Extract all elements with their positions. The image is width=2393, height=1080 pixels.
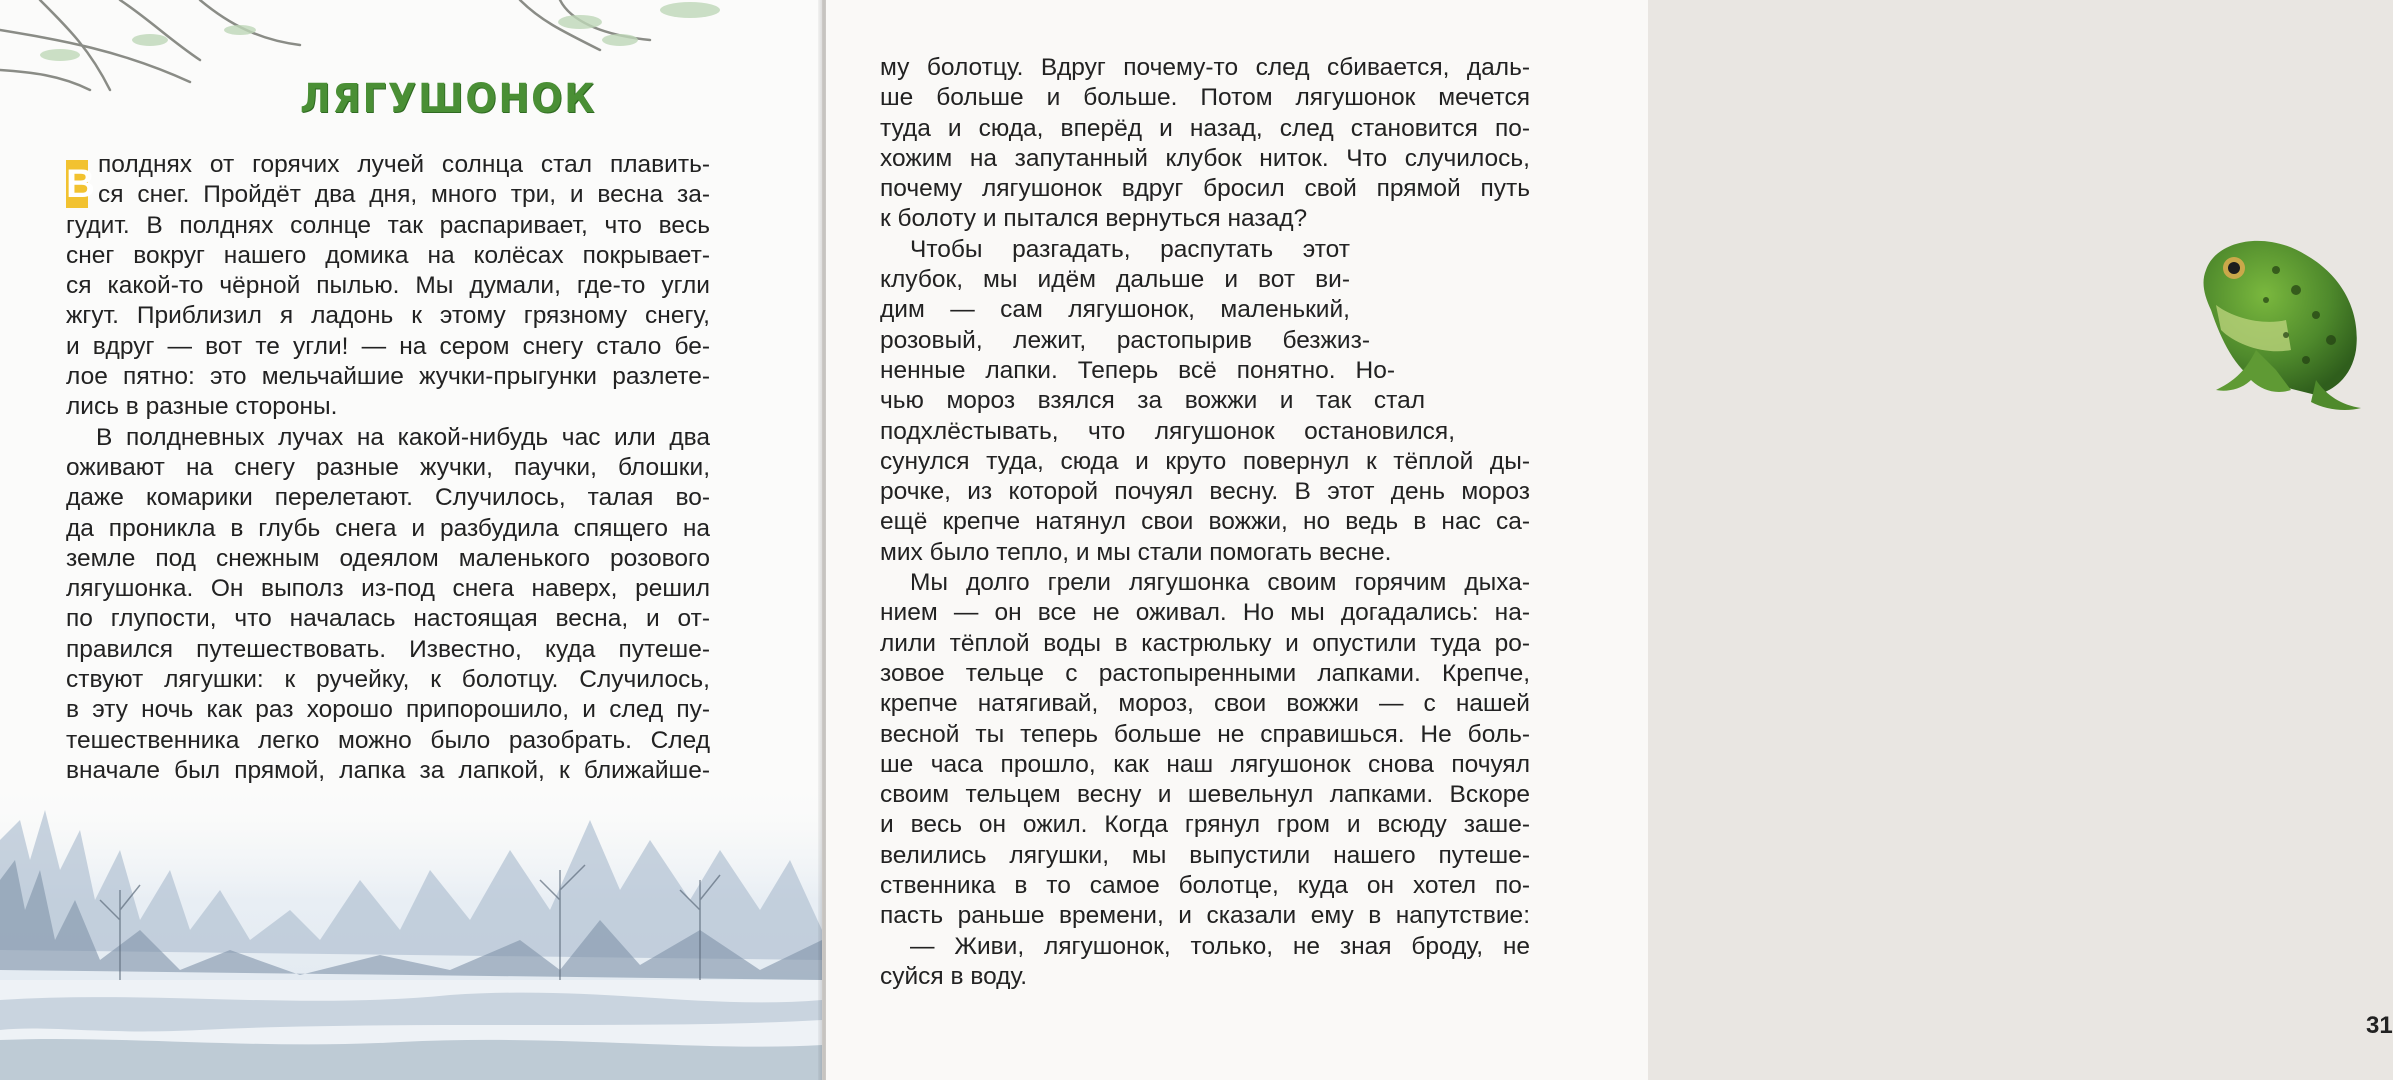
text-line: розовый, лежит, растопырив безжиз- [880,326,1370,354]
text-line: подхлёстывать, что лягушонок остановился, [880,417,1455,445]
text-line: жгут. Приблизил я ладонь к этому грязному снегу, [66,302,710,330]
text-line: суйся в воду. [880,962,1028,990]
text-line: дим — сам лягушонок, маленький, [880,296,1350,324]
text-line: оживают на снегу разные жучки, паучки, блошки, [66,453,710,481]
text-line: мих было тепло, и мы стали помогать весне. [880,538,1392,566]
text-line: полднях от горячих лучей солнца стал плавить- [98,151,710,178]
text-line: и весь он ожил. Когда грянул гром и всюду заше- [880,811,1530,839]
text-line: — Живи, лягушонок, только, не зная броду, не [910,932,1530,960]
text-line: вначале был прямой, лапка за лапкой, к ближайше- [66,756,710,784]
winter-forest-illustration [0,780,822,1080]
text-line: клубок, мы идём дальше и вот ви- [880,266,1350,294]
text-line: туда и сюда, вперёд и назад, след становится по- [880,114,1530,142]
text-line: сунулся туда, сюда и круто повернул к тёплой ды- [880,447,1530,475]
text-line: земле под снежным одеялом маленького розового [66,544,710,572]
right-column-text [880,53,1570,992]
drop-cap: В [66,162,95,206]
text-line: ше больше и больше. Потом лягушонок мечется [880,84,1530,112]
text-line: да проникла в глубь снега и разбудила спящего на [66,514,710,542]
text-line: своим тельцем весну и шевельнул лапками. Вскоре [880,781,1530,809]
text-line: правился путешествовать. Известно, куда путеше- [66,635,710,663]
text-line: лягушонка. Он выполз из-под снега наверх, решил [66,575,710,603]
text-line: в эту ночь как раз хорошо припорошило, и след пу- [66,696,710,724]
text-line: по глупости, что началась настоящая весна, и от- [66,605,710,633]
text-line: зовое тельце с растопыренными лапками. Крепче, [880,659,1530,687]
text-line: рочке, из которой почуял весну. В этот день мороз [880,478,1530,506]
left-page [0,0,822,1080]
left-column-text [66,150,744,786]
page-number: 31 [2366,1012,2393,1039]
text-line: тешественника легко можно было разобрать. След [66,726,710,754]
text-line: к болоту и пытался вернуться назад? [880,205,1308,233]
text-line: гудит. В полднях солнце так распаривает, что весь [66,211,710,239]
text-line: лись в разные стороны. [66,393,338,421]
text-line: снег вокруг нашего домика на колёсах покрывает- [66,241,710,269]
text-line: Мы долго грели лягушонка своим горячим дыха- [910,569,1530,597]
text-line: даже комарики перелетают. Случилось, талая во- [66,484,710,512]
text-line: ся снег. Пройдёт два дня, много три, и весна за- [98,181,710,209]
text-line: чью мороз взялся за вожжи и так стал [880,387,1425,415]
frog-illustration [2196,230,2366,415]
text-line: лое пятно: это мельчайшие жучки-прыгунки разлете- [66,363,710,391]
text-line: пасть раньше времени, и сказали ему в напутствие: [880,902,1530,930]
text-line: му болотцу. Вдруг почему-то след сбивается, даль- [880,54,1530,81]
text-line: и вдруг — вот те угли! — на сером снегу стало бе- [66,332,710,360]
text-line: хожим на запутанный клубок ниток. Что случилось, [880,144,1530,172]
text-line: велились лягушки, мы выпустили нашего путеше- [880,841,1530,869]
text-line: ствуют лягушки: к ручейку, к болотцу. Случилось, [66,666,710,694]
text-line: Чтобы разгадать, распутать этот [910,235,1350,263]
text-line: ещё крепче натянул свои вожжи, но ведь в нас са- [880,508,1530,536]
text-line: ненные лапки. Теперь всё понятно. Но- [880,356,1395,384]
text-line: лили тёплой воды в кастрюльку и опустили туда ро- [880,629,1530,657]
text-line: крепче натягивай, мороз, свои вожжи — с нашей [880,690,1530,718]
text-line: ся какой-то чёрной пылью. Мы думали, где-то угли [66,272,710,300]
text-line: почему лягушонок вдруг бросил свой прямой путь [880,175,1530,203]
text-line: ственника в то самое болотце, куда он хотел по- [880,872,1530,900]
page-title: ЛЯГУШОНОК [300,76,597,122]
text-line: ше часа прошло, как наш лягушонок снова почуял [880,750,1530,778]
text-line: нием — он все не оживал. Но мы догадались: на- [880,599,1530,627]
text-line: весной ты теперь больше не справишься. Не боль- [880,720,1530,748]
text-line: В полдневных лучах на какой-нибудь час или два [96,423,710,451]
